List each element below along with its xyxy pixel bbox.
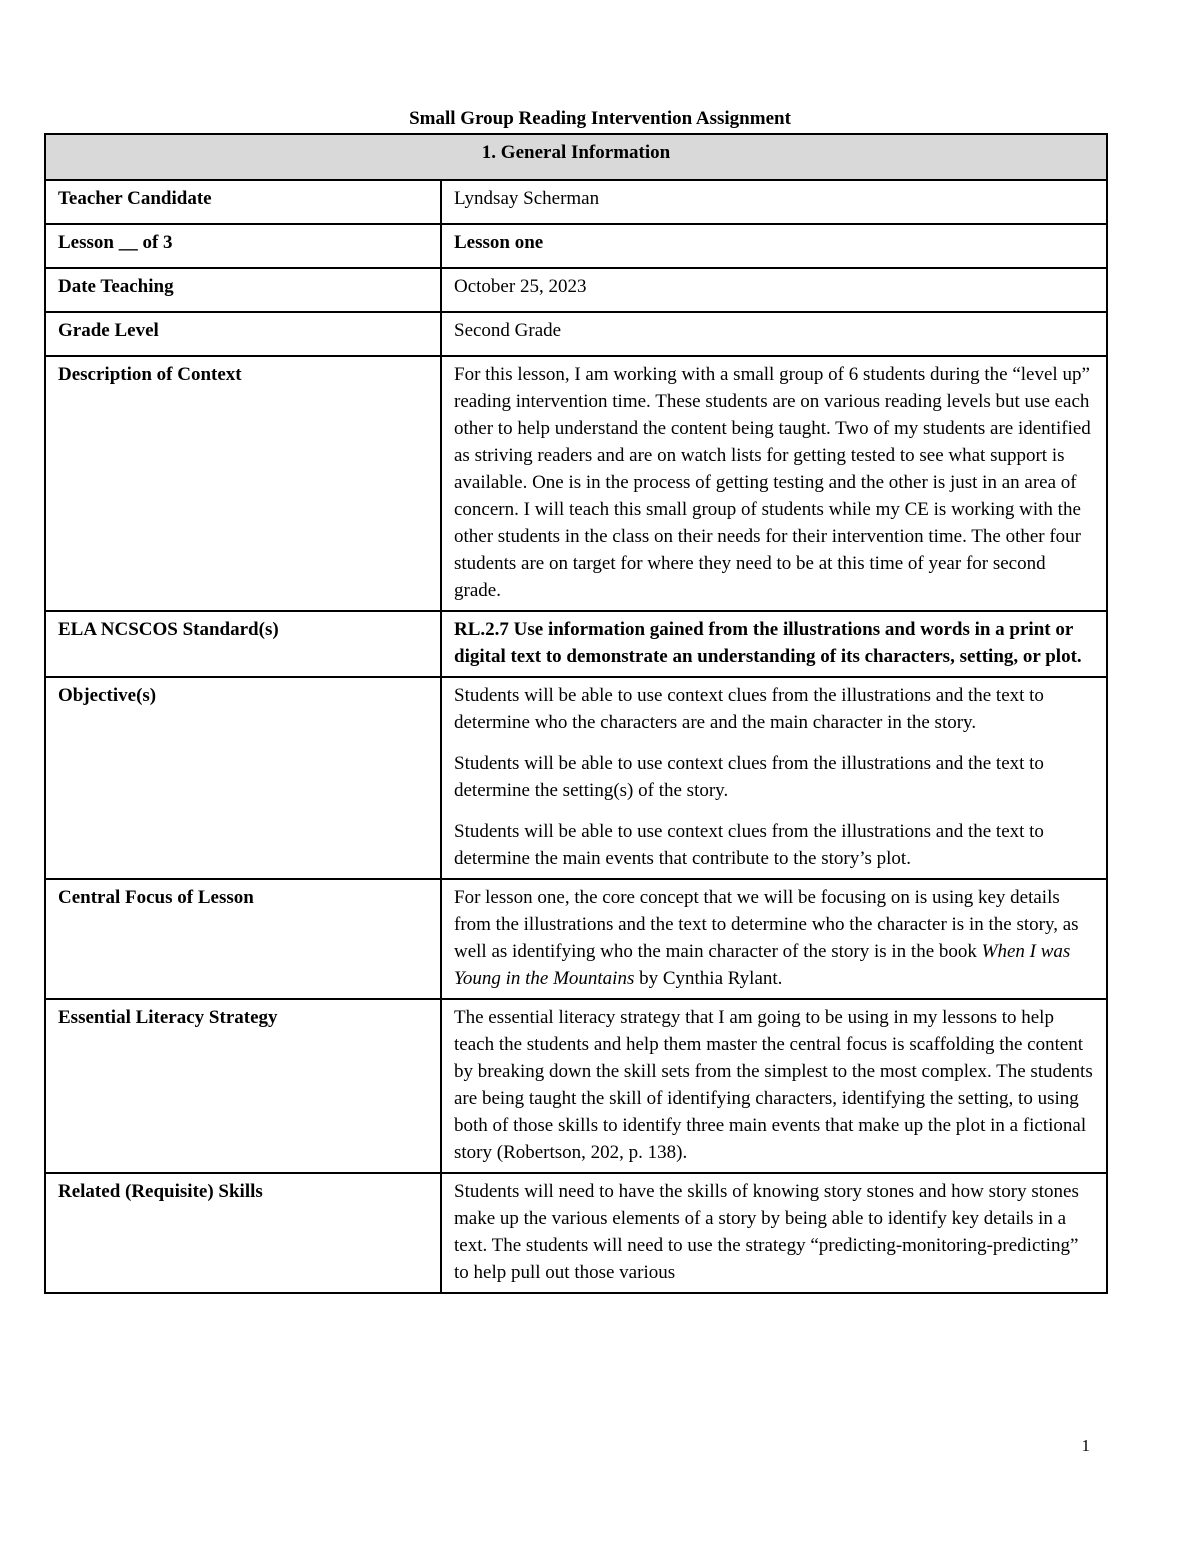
focus-label: Central Focus of Lesson <box>45 879 441 999</box>
table-row-strategy <box>45 999 1107 1173</box>
date-value: October 25, 2023 <box>441 268 1107 312</box>
objective-item: Students will be able to use context clues from the illustrations and the text to determine who the characters are and the main character in the story. <box>454 685 1044 733</box>
objective-item: Students will be able to use context clues from the illustrations and the text to determine the main events that contribute to the story’s plot. <box>454 821 1044 869</box>
grade-value: Second Grade <box>441 312 1107 356</box>
focus-text: For lesson one, the core concept that we will be focusing on is using key details from the illustrations and the text to determine who the character is in the story, as well as identifying who the main character of the story is in the book <box>454 887 1079 962</box>
table-row-standard <box>45 611 1107 677</box>
objectives-value <box>441 677 1107 879</box>
context-value: For this lesson, I am working with a small group of 6 students during the “level up” reading intervention time. These students are on various reading levels but use each other to help understand the content being taught. Two of my students are identified as striving readers and are on watch lists for getting tested to see what support is available. One is in the process of getting testing and the other is just in an area of concern. I will teach this small group of students while my CE is working with the other students in the class on their needs for their intervention time. The other four students are on target for where they need to be at this time of year for second grade. <box>441 356 1107 611</box>
section-heading: 1. General Information <box>45 134 1107 180</box>
table-row-skills <box>45 1173 1107 1293</box>
objective-item: Students will be able to use context clues from the illustrations and the text to determine the setting(s) of the story. <box>454 753 1044 801</box>
skills-label: Related (Requisite) Skills <box>45 1173 441 1293</box>
skills-value: Students will need to have the skills of knowing story stones and how story stones make up the various elements of a story by being able to identify key details in a text. The students will need to use the strategy “predicting-monitoring-predicting” to help pull out those various <box>441 1173 1107 1293</box>
table-row-lesson <box>45 224 1107 268</box>
table-row-grade <box>45 312 1107 356</box>
standard-value: RL.2.7 Use information gained from the illustrations and words in a print or digital text to demonstrate an understanding of its characters, setting, or plot. <box>441 611 1107 677</box>
teacher-label: Teacher Candidate <box>45 180 441 224</box>
book-title: When I was Young in the Mountains <box>454 941 1071 989</box>
section-header-row <box>45 134 1107 180</box>
focus-text-end: by Cynthia Rylant. <box>634 968 783 989</box>
page-number: 1 <box>1081 1436 1090 1455</box>
table-row-date <box>45 268 1107 312</box>
date-label: Date Teaching <box>45 268 441 312</box>
strategy-label: Essential Literacy Strategy <box>45 999 441 1173</box>
grade-label: Grade Level <box>45 312 441 356</box>
objectives-label: Objective(s) <box>45 677 441 879</box>
lesson-label: Lesson __ of 3 <box>45 224 441 268</box>
document-title: Small Group Reading Intervention Assignment <box>409 108 791 129</box>
teacher-value: Lyndsay Scherman <box>441 180 1107 224</box>
context-label: Description of Context <box>45 356 441 611</box>
strategy-value: The essential literacy strategy that I am going to be using in my lessons to help teach the students and help them master the central focus is scaffolding the content by breaking down the skill sets from the simplest to the most complex. The students are being taught the skill of identifying characters, identifying the setting, to using both of those skills to identify three main events that make up the plot in a fictional story (Robertson, 202, p. 138). <box>441 999 1107 1173</box>
table-row-teacher <box>45 180 1107 224</box>
table-row-objectives <box>45 677 1107 879</box>
general-information-table <box>44 133 1108 1294</box>
standard-label: ELA NCSCOS Standard(s) <box>45 611 441 677</box>
focus-value <box>441 879 1107 999</box>
table-row-context <box>45 356 1107 611</box>
lesson-value: Lesson one <box>441 224 1107 268</box>
table-row-focus <box>45 879 1107 999</box>
